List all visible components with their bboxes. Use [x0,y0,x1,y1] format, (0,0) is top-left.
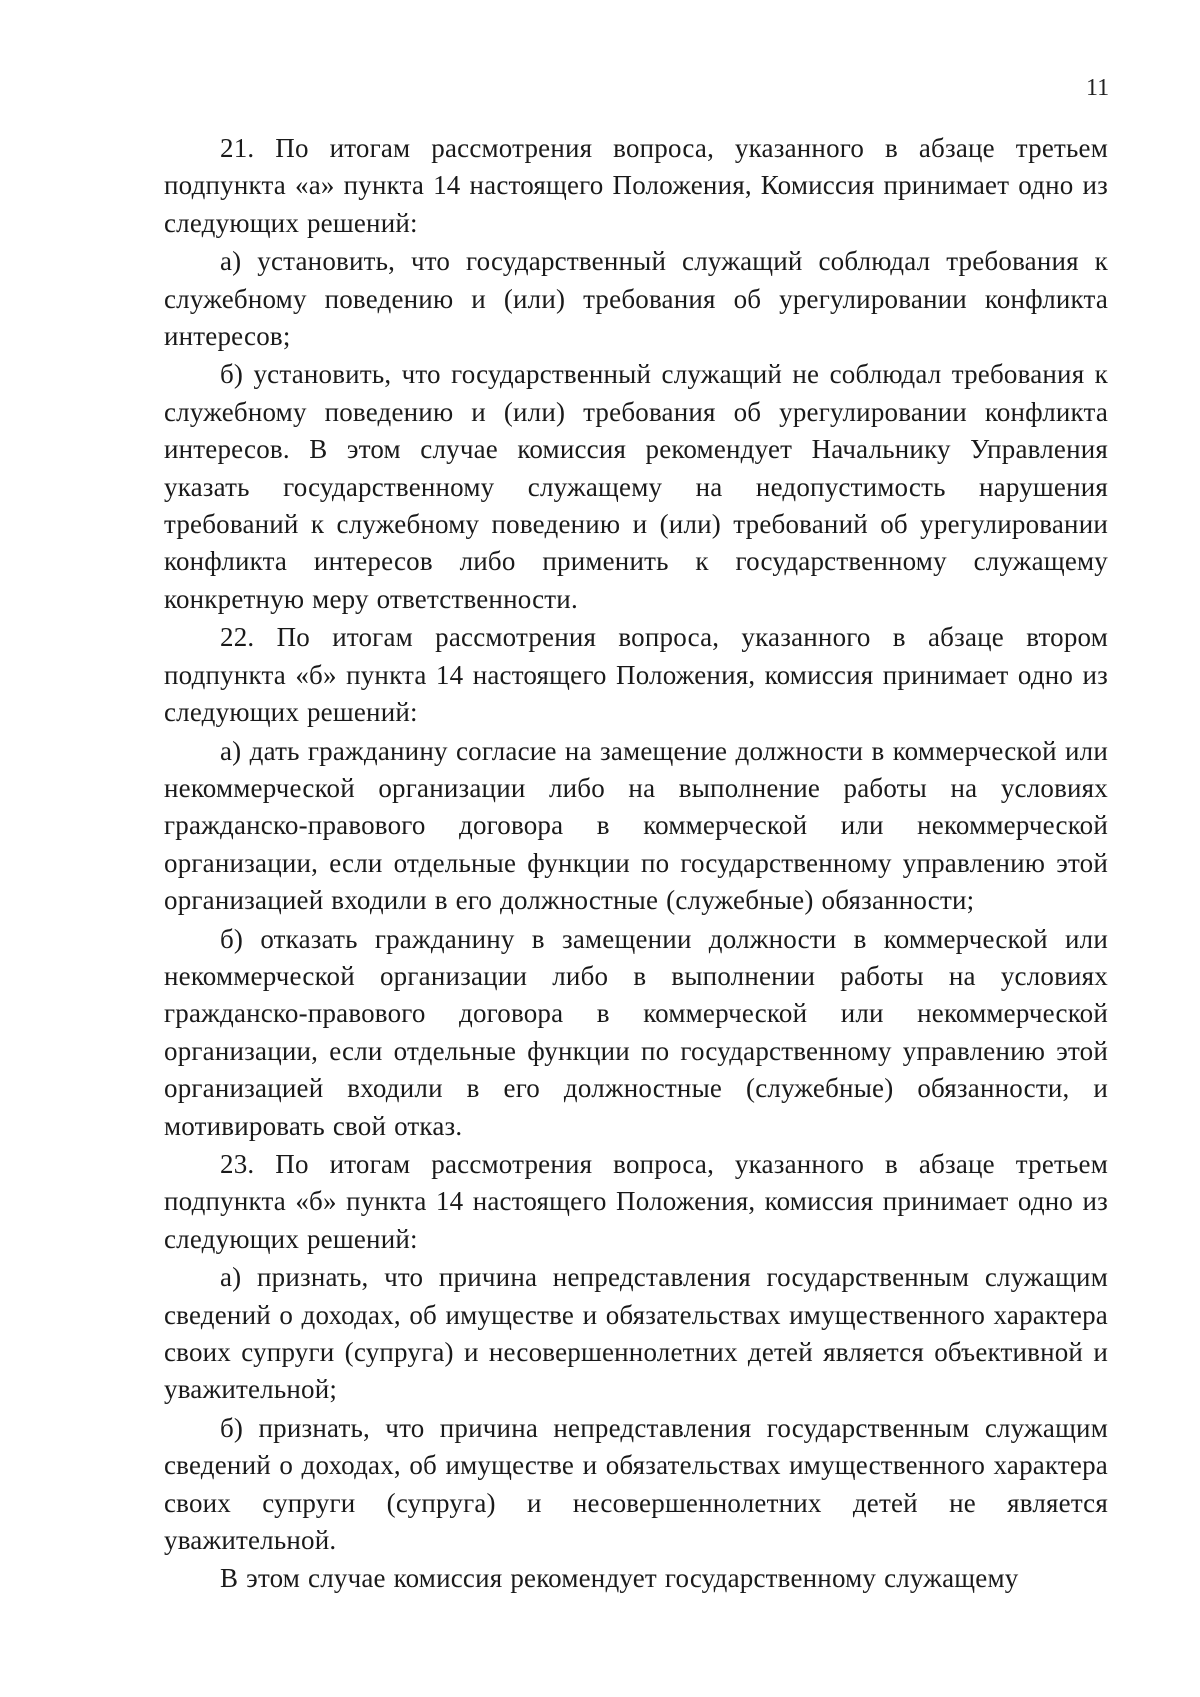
paragraph-23-b: б) признать, что причина непредставления государственным служащим сведений о доходах, об имуществе и обязательствах имущественного характера своих супруги (супруга) и несовершеннолетних детей не является уважительной. [164,1412,1108,1556]
paragraph-21-b: б) установить, что государственный служащий не соблюдал требования к служебному поведению и (или) требования об урегулировании конфликта интересов. В этом случае комиссия рекомендует Начальнику Управления указать государственному служащему на недопустимость нарушения требований к служебному поведению и (или) требований об урегулировании конфликта интересов либо применить к государственному служащему конкретную меру ответственности. [164,359,1108,614]
paragraph-23-a: а) признать, что причина непредставления государственным служащим сведений о доходах, об имуществе и обязательствах имущественного характера своих супруги (супруга) и несовершеннолетних детей является объективной и уважительной; [164,1262,1108,1405]
paragraph-22-a: а) дать гражданину согласие на замещение должности в коммерческой или некоммерческой организации либо на выполнение работы на условиях гражданско-правового договора в коммерческой или некоммерческой организации, если отдельные функции по государственному управлению этой организацией входили в его должностные (служебные) обязанности; [164,735,1108,916]
paragraph-21: 21. По итогам рассмотрения вопроса, указанного в абзаце третьем подпункта «а» пункта 14 настоящего Положения, Комиссия принимает одно из следующих решений: [164,133,1108,238]
page-number: 11 [1086,75,1110,101]
paragraph-23: 23. По итогам рассмотрения вопроса, указанного в абзаце третьем подпункта «б» пункта 14 настоящего Положения, комиссия принимает одно из следующих решений: [164,1148,1108,1254]
paragraph-continuation: В этом случае комиссия рекомендует государственному служащему [220,1563,1019,1594]
paragraph-22: 22. По итогам рассмотрения вопроса, указанного в абзаце втором подпункта «б» пункта 14 настоящего Положения, комиссия принимает одно из следующих решений: [164,622,1108,728]
paragraph-21-a: а) установить, что государственный служащий соблюдал требования к служебному поведению и (или) требования об урегулировании конфликта интересов; [164,246,1108,352]
paragraph-22-b: б) отказать гражданину в замещении должности в коммерческой или некоммерческой организации либо в выполнении работы на условиях гражданско-правового договора в коммерческой или некоммерческой организации, если отдельные функции по государственному управлению этой организацией входили в его должностные (служебные) обязанности, и мотивировать свой отказ. [164,923,1108,1141]
document-body [164,130,1108,1599]
